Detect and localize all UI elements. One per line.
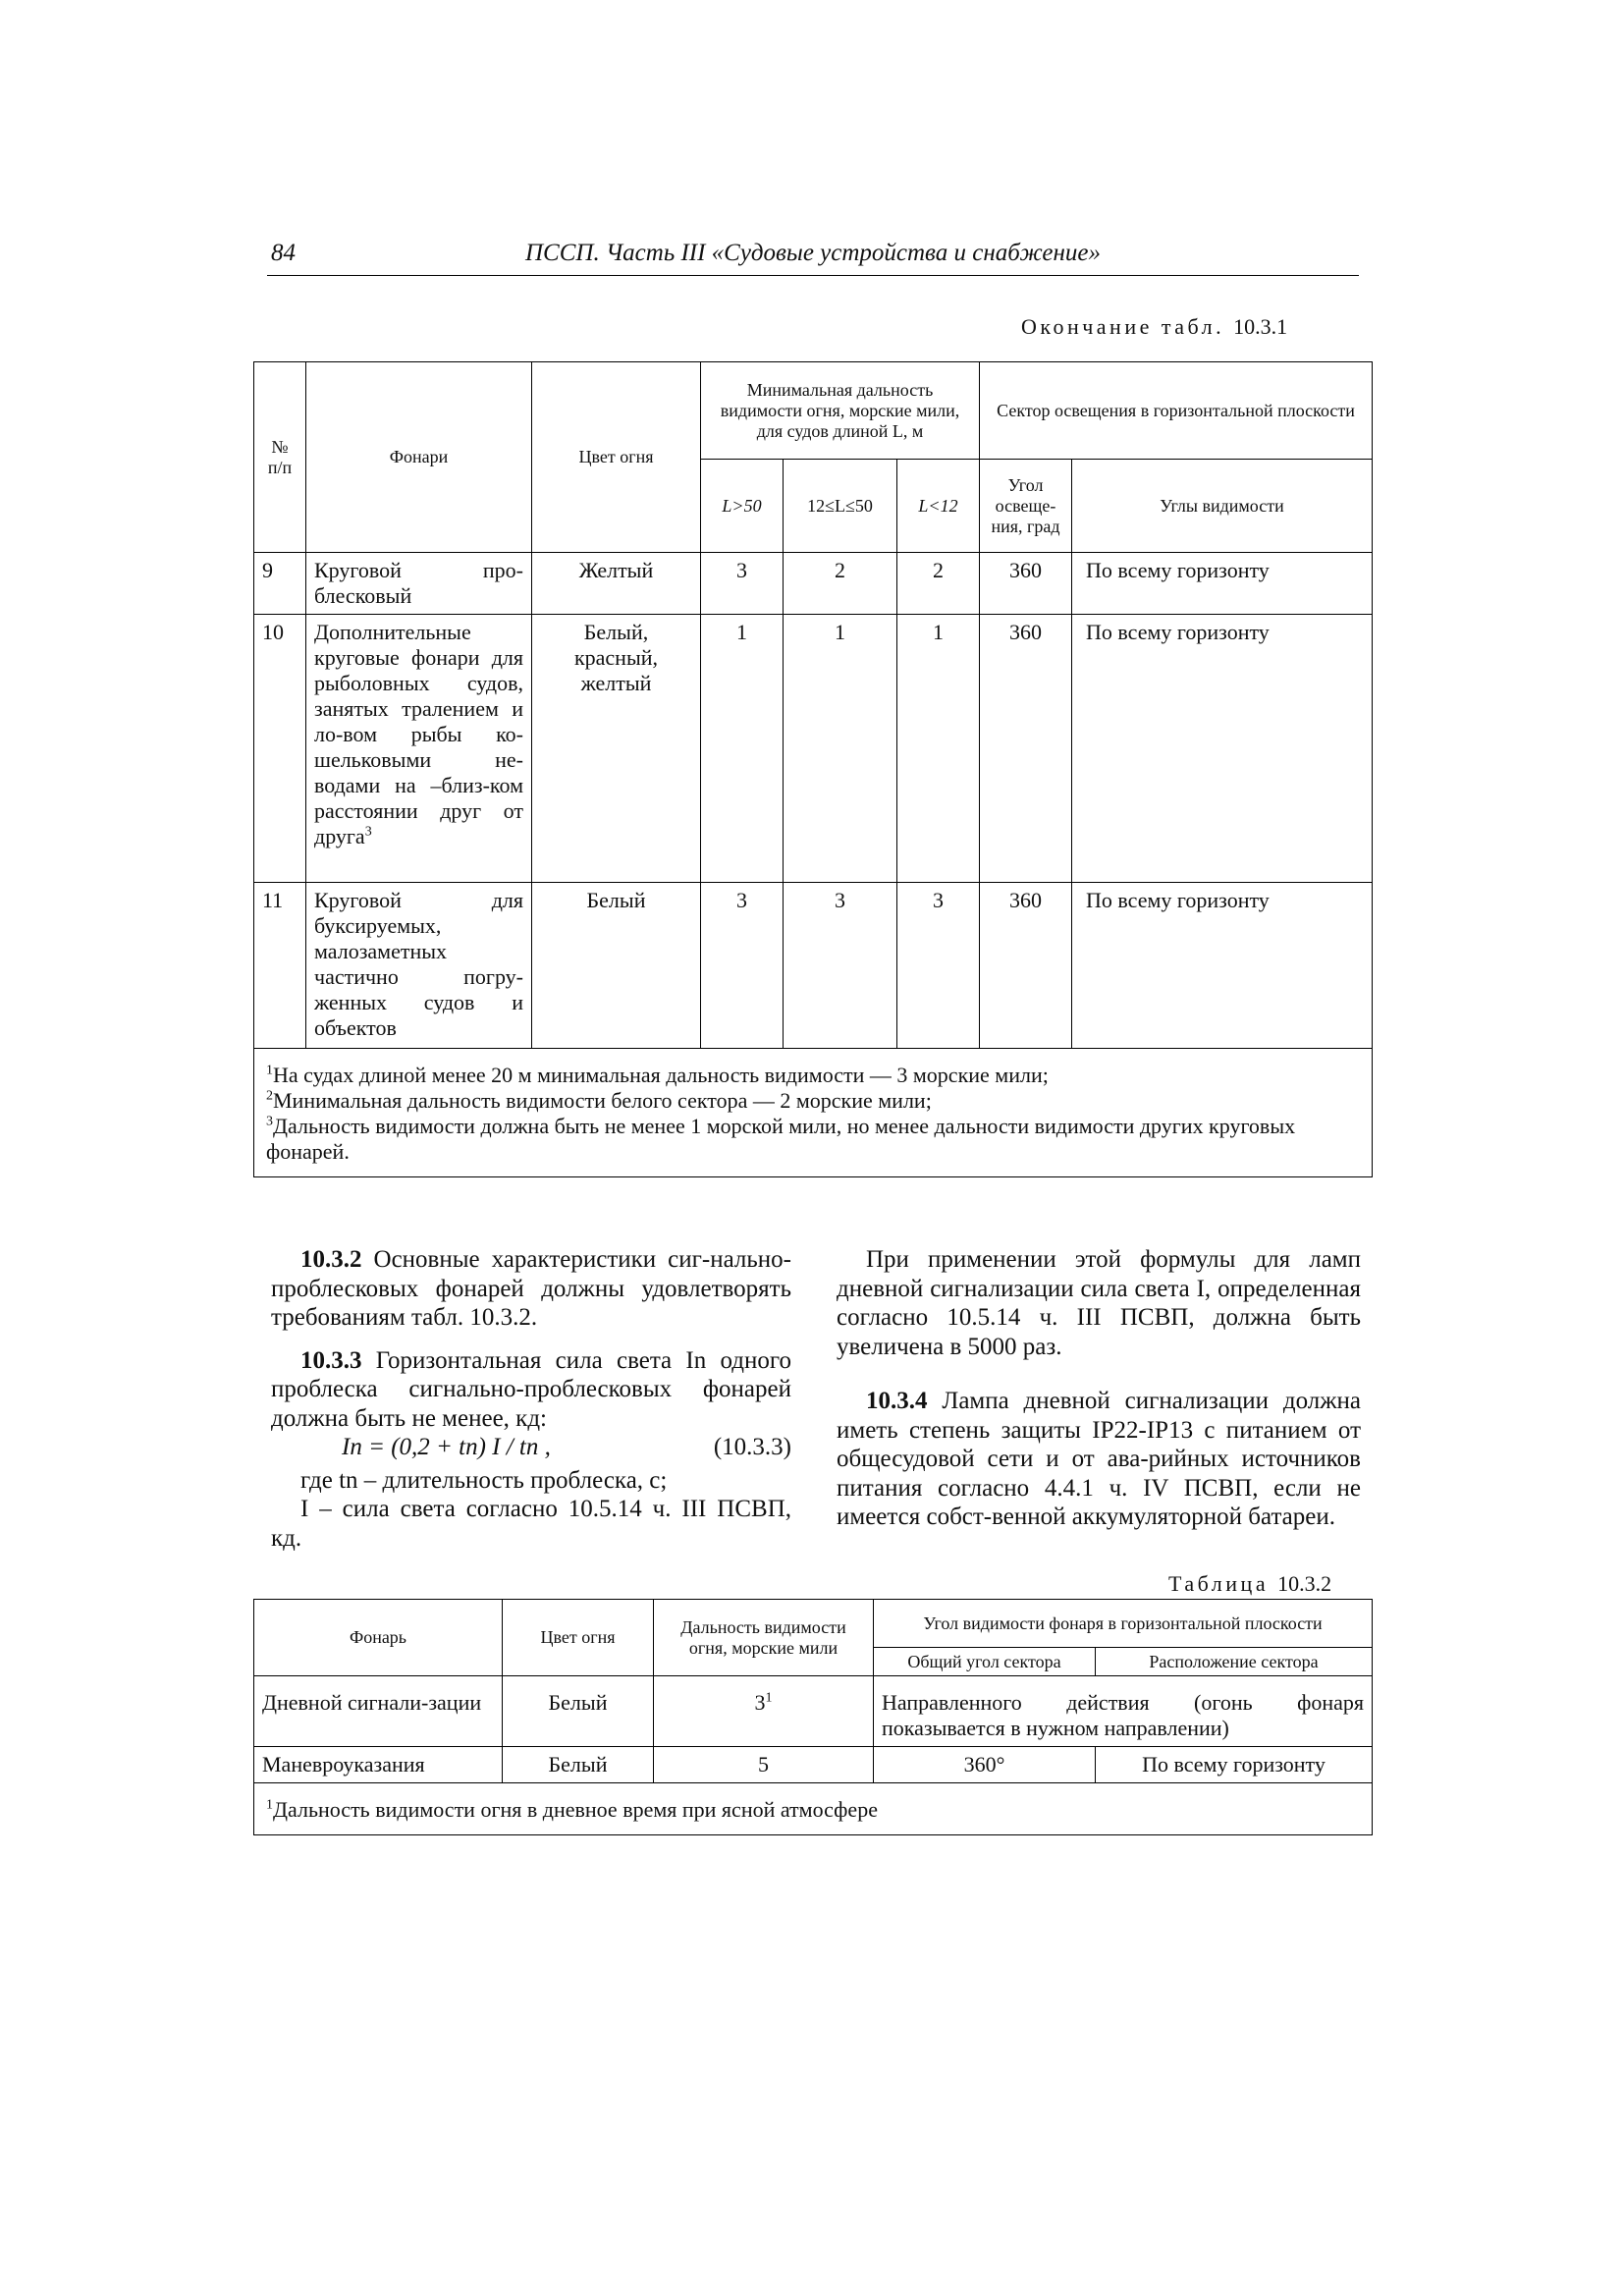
header-num: № п/п — [254, 362, 306, 553]
paragraph-10-3-4: 10.3.4 Лампа дневной сигнализации должна иметь степень защиты IP22-IP13 с питанием от общесудовой сети и от ава-рийных источников питания согласно 4.4.1 ч. IV ПСВП, если не имеется собст-венной аккумуляторной батареи. — [837, 1388, 1362, 1530]
row-angle: 360 — [980, 883, 1072, 1049]
table-notes — [254, 1049, 1373, 1177]
row-range-lt12: 3 — [897, 883, 980, 1049]
table-row — [254, 1676, 1373, 1747]
header-range-gt50: L>50 — [701, 460, 784, 553]
paragraph-10-3-2: 10.3.2 Основные характеристики сиг-нально-проблесковых фонарей должны удовлетворять требованиям табл. 10.3.2. — [271, 1246, 791, 1331]
header-color: Цвет огня — [532, 362, 701, 553]
row-num: 11 — [254, 883, 306, 1049]
header-range-lt12: L<12 — [897, 460, 980, 553]
footnote: $^3$Дальность видимости должна быть не менее 1 морской мили, но менее дальности видимости других круговых фонарей. — [266, 1114, 1296, 1164]
table-10-3-2 — [253, 1599, 1373, 1835]
header-sector-location: Расположение сектора — [1096, 1648, 1373, 1676]
header-angle: Угол видимости фонаря в горизонтальной плоскости — [874, 1600, 1373, 1648]
table-note: $^1$Дальность видимости огня в дневное время при ясной атмосфере — [254, 1783, 1373, 1835]
row-color: Белый — [532, 883, 701, 1049]
row-visibility: По всему горизонту — [1072, 615, 1373, 883]
row-num: 9 — [254, 553, 306, 615]
header-range: Дальность видимости огня, морские мили — [654, 1600, 874, 1676]
table-10-3-1 — [253, 361, 1373, 1177]
page-header — [267, 240, 1359, 276]
definition-tn: где tn ‒ длительность проблеска, с; — [300, 1466, 668, 1494]
row-range-lt12: 1 — [897, 615, 980, 883]
header-color: Цвет огня — [503, 1600, 654, 1676]
footnote: $^2$Минимальная дальность видимости белого сектора — 2 морские мили; — [266, 1088, 932, 1113]
formula-10-3-3: In = (0,2 + tn) I / tn , (10.3.3) — [342, 1434, 791, 1460]
header-total-angle: Общий угол сектора — [874, 1648, 1096, 1676]
running-title: ПССП. Часть III «Судовые устройства и снабжение» — [525, 240, 1101, 266]
paragraph-formula-note: При применении этой формулы для ламп дневной сигнализации сила света I, определенная согласно 10.5.14 ч. III ПСВП, должна быть увеличена в 5000 раз. — [837, 1246, 1361, 1360]
table-row — [254, 883, 1373, 1049]
row-num: 10 — [254, 615, 306, 883]
definition-i: I ‒ сила света согласно 10.5.14 ч. III ПСВП, кд. — [271, 1496, 791, 1552]
row-range-12-50: 3 — [784, 883, 897, 1049]
row-range: $3^1$ — [654, 1676, 874, 1747]
header-range-12-50: 12≤L≤50 — [784, 460, 897, 553]
page-number: 84 — [271, 240, 296, 266]
table-row — [254, 553, 1373, 615]
row-range-gt50: 3 — [701, 883, 784, 1049]
table-row — [254, 1747, 1373, 1783]
row-color: Белый — [503, 1676, 654, 1747]
row-color: Желтый — [532, 553, 701, 615]
row-range-lt12: 2 — [897, 553, 980, 615]
paragraph-10-3-3: 10.3.3 Горизонтальная сила света In одного проблеска сигнально-проблесковых фонарей должна быть не менее, кд: — [271, 1346, 792, 1432]
header-min-range: Минимальная дальность видимости огня, морские мили, для судов длиной L, м — [701, 362, 980, 460]
footnote: $^1$На судах длиной менее 20 м минимальная дальность видимости — 3 морские мили; — [266, 1063, 1049, 1087]
header-light: Фонарь — [254, 1600, 503, 1676]
row-light: Круговой для буксируемых, малозаметных частично погру-женных судов и объектов — [306, 883, 532, 1049]
row-range-12-50: 2 — [784, 553, 897, 615]
row-range: 5 — [654, 1747, 874, 1783]
row-light: Дневной сигнали-зации — [254, 1676, 503, 1747]
table-row — [254, 615, 1373, 883]
row-range-gt50: 1 — [701, 615, 784, 883]
row-light: Круговой про-блесковый — [306, 553, 532, 615]
row-range-gt50: 3 — [701, 553, 784, 615]
row-angle: 360 — [980, 615, 1072, 883]
row-light: Маневроуказания — [254, 1747, 503, 1783]
row-direction: Направленного действия (огонь фонаря показывается в нужном направлении) — [874, 1676, 1373, 1747]
row-range-12-50: 1 — [784, 615, 897, 883]
table1-caption: Окончание табл. 10.3.1 — [1021, 314, 1288, 339]
row-color: Белый — [503, 1747, 654, 1783]
header-lights: Фонари — [306, 362, 532, 553]
header-sector: Сектор освещения в горизонтальной плоскости — [980, 362, 1373, 460]
row-visibility: По всему горизонту — [1072, 553, 1373, 615]
row-visibility: По всему горизонту — [1072, 883, 1373, 1049]
right-column — [837, 1245, 1361, 1546]
table2-caption: Таблица 10.3.2 — [1168, 1571, 1332, 1596]
header-angle: Угол освеще-ния, град — [980, 460, 1072, 553]
row-light: Дополнительные круговые фонари для рыболовных судов, занятых тралением и ло-вом рыбы ко-шельковыми не-водами на ‒близ-ком расстоянии друг от друга$^3$ — [306, 615, 532, 883]
row-sector-location: По всему горизонту — [1096, 1747, 1373, 1783]
header-visibility: Углы видимости — [1072, 460, 1373, 553]
row-color: Белый, красный, желтый — [532, 615, 701, 883]
row-angle: 360 — [980, 553, 1072, 615]
row-total-angle: 360° — [874, 1747, 1096, 1783]
left-column — [271, 1245, 791, 1566]
